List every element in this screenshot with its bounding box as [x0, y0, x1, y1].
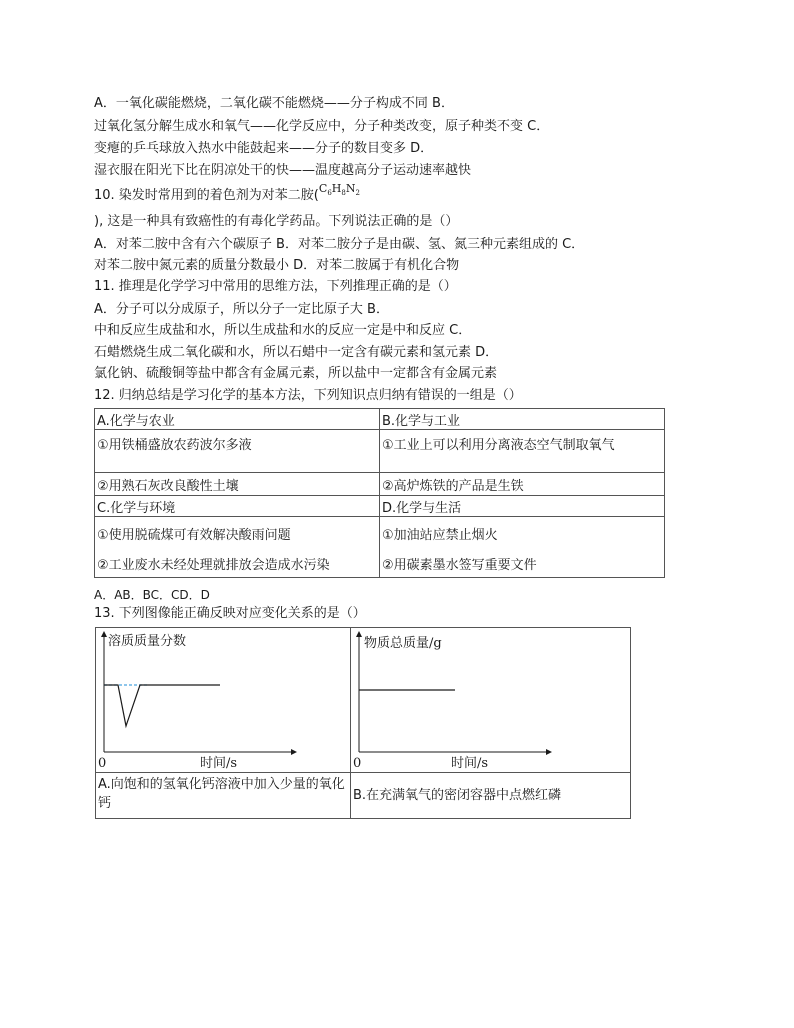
- q11-stem: 11. 推理是化学学习中常用的思维方法，下列推理正确的是（）: [94, 279, 457, 294]
- table-cell-a-title: A.化学与农业: [95, 409, 380, 430]
- q10-options-line2: 对苯二胺中氮元素的质量分数最小 D．对苯二胺属于有机化合物: [94, 258, 460, 273]
- graph-b-caption: B.在充满氧气的密闭容器中点燃红磷: [353, 788, 562, 803]
- q9-option-c: 变瘪的乒乓球放入热水中能鼓起来——分子的数目变多 D．: [94, 141, 434, 156]
- q11-option-d: 氯化钠、硫酸铜等盐中都含有金属元素，所以盐中一定都含有金属元素: [94, 366, 498, 381]
- graph-divider-horizontal: [96, 772, 630, 773]
- table-cell-c1: ①使用脱硫煤可有效解决酸雨问题: [97, 528, 291, 543]
- table-cell-d2: ②用碳素墨水签写重要文件: [382, 558, 537, 573]
- graph-a-caption: A.向饱和的氢氧化钙溶液中加入少量的氧化钙: [98, 777, 345, 811]
- q11-option-b: 中和反应生成盐和水，所以生成盐和水的反应一定是中和反应 C．: [94, 323, 472, 338]
- table-cell-d-items: [380, 517, 665, 578]
- graph-b: [351, 628, 630, 772]
- table-cell-c2: ②工业废水未经处理就排放会造成水污染: [97, 558, 330, 573]
- graph-b-ylabel: 物质总质量/g: [364, 636, 442, 651]
- table-cell-a1: ①用铁桶盛放农药波尔多液: [95, 430, 380, 473]
- chemical-formula: C6H8N2: [318, 182, 360, 198]
- graph-a-origin: 0: [98, 756, 107, 771]
- graph-a-curve: [104, 685, 220, 726]
- graph-a: [96, 628, 350, 772]
- graph-b-xlabel: 时间/s: [451, 756, 489, 771]
- table-cell-c-title: C.化学与环境: [95, 496, 380, 517]
- graph-b-origin: 0: [353, 756, 362, 771]
- table-cell-a2: ②用熟石灰改良酸性土壤: [95, 473, 380, 496]
- table-cell-b-title: B.化学与工业: [380, 409, 665, 430]
- table-cell-b1: ①工业上可以利用分离液态空气制取氧气: [380, 430, 665, 473]
- table-cell-d-title: D.化学与生活: [380, 496, 665, 517]
- q12-stem: 12. 归纳总结是学习化学的基本方法，下列知识点归纳有错误的一组是（）: [94, 388, 522, 403]
- q11-option-c: 石蜡燃烧生成二氧化碳和水，所以石蜡中一定含有碳元素和氢元素 D．: [94, 345, 499, 360]
- q12-knowledge-table: [94, 408, 665, 578]
- q9-option-d: 湿衣服在阳光下比在阴凉处干的快——温度越高分子运动速率越快: [94, 163, 472, 178]
- q9-option-b: 过氧化氢分解生成水和氧气——化学反应中，分子种类改变，原子种类不变 C．: [94, 119, 550, 134]
- q13-graph-table: [95, 627, 631, 819]
- q12-options: A．AB．BC．CD．D: [94, 588, 210, 602]
- table-cell-c-items: [95, 517, 380, 578]
- q10-stem-line1: [94, 182, 360, 210]
- q10-stem-prefix: 10. 染发时常用到的着色剂为对苯二胺(: [94, 188, 319, 203]
- table-cell-b2: ②高炉炼铁的产品是生铁: [380, 473, 665, 496]
- graph-a-xlabel: 时间/s: [200, 756, 238, 771]
- graph-a-ylabel: 溶质质量分数: [108, 634, 187, 649]
- table-cell-d1: ①加油站应禁止烟火: [382, 528, 498, 543]
- q9-option-a: A．一氧化碳能燃烧，二氧化碳不能燃烧——分子构成不同 B．: [94, 96, 454, 111]
- q10-stem-line2: ), 这是一种具有致癌性的有毒化学药品。下列说法正确的是（）: [94, 214, 459, 229]
- q11-option-a: A．分子可以分成原子，所以分子一定比原子大 B．: [94, 302, 389, 317]
- q10-options-line1: A．对苯二胺中含有六个碳原子 B．对苯二胺分子是由碳、氢、氮三种元素组成的 C．: [94, 237, 585, 252]
- q13-stem: 13. 下列图像能正确反映对应变化关系的是（）: [94, 606, 366, 621]
